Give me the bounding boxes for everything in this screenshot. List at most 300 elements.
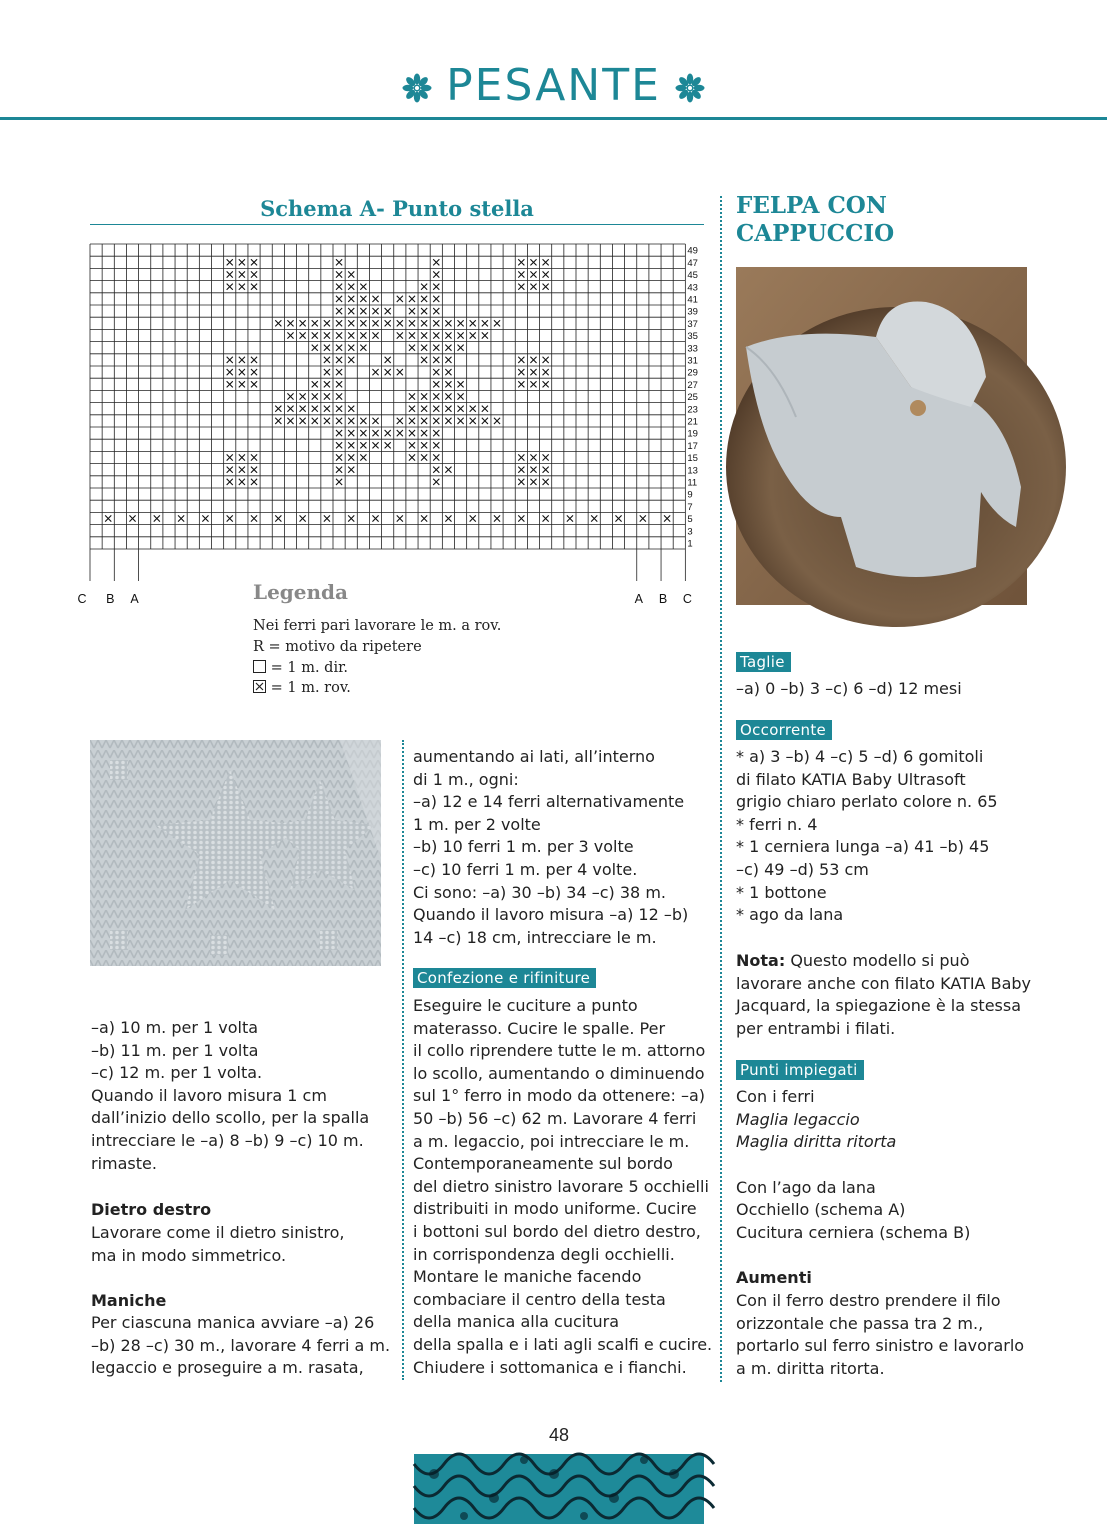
purl-mark [251,381,257,387]
purl-mark [336,454,342,460]
purl-mark [421,393,427,399]
purl-mark [312,393,318,399]
purl-mark [239,357,245,363]
purl-mark [360,442,366,448]
purl-mark [287,332,293,338]
purl-mark [312,381,318,387]
purl-mark [615,515,621,521]
purl-mark [445,332,451,338]
purl-mark [360,430,366,436]
purl-mark [433,271,439,277]
purl-mark [372,369,378,375]
purl-mark [287,406,293,412]
project-title: FELPA CON CAPPUCCIO [736,192,895,247]
purl-mark [543,357,549,363]
purl-mark [202,515,208,521]
purl-mark [251,479,257,485]
legend-purl-label: = 1 m. rov. [270,680,351,697]
purl-mark [433,381,439,387]
purl-mark [348,320,354,326]
purl-mark [312,406,318,412]
purl-mark [494,515,500,521]
purl-mark [348,345,354,351]
purl-mark [445,381,451,387]
ferri-item-2: Maglia diritta ritorta [736,1132,897,1151]
tag-punti-label: Punti impiegati [736,1060,864,1080]
purl-mark [178,515,184,521]
purl-mark [312,418,318,424]
purl-mark [324,320,330,326]
purl-mark [300,393,306,399]
purl-mark [227,515,233,521]
schema-title: Schema A- Punto stella [260,196,534,221]
purl-mark [336,320,342,326]
knitting-chart [77,238,720,606]
purl-mark [360,308,366,314]
purl-mark [348,454,354,460]
purl-mark [397,296,403,302]
legend-knit-label: = 1 m. dir. [270,659,349,676]
purl-mark [458,345,464,351]
nota-text: Questo modello si può lavorare anche con filato KATIA Baby Jacquard, la spiegazione è la stessa per entrambi i filati. [736,951,1031,1038]
purl-mark [433,369,439,375]
purl-mark [385,357,391,363]
purl-mark [239,467,245,473]
left-col-para1: –a) 10 m. per 1 volta –b) 11 m. per 1 volta –c) 12 m. per 1 volta. Quando il lavoro misura 1 cm dall’inizio dello scollo, per la spalla intrecciare le –a) 8 –b) 9 –c) 10 m. rimaste. [91,1018,370,1173]
purl-mark [348,430,354,436]
purl-mark [543,259,549,265]
row-label: 25 [687,392,698,404]
purl-mark [518,271,524,277]
purl-mark [324,418,330,424]
column-divider [720,196,722,1382]
legend-line-knit [253,658,501,679]
purl-mark [324,357,330,363]
purl-mark [336,357,342,363]
purl-mark [372,332,378,338]
purl-mark [494,418,500,424]
heading-con-i-ferri: Con i ferri [736,1087,815,1106]
purl-mark [336,418,342,424]
purl-mark [227,369,233,375]
purl-mark [336,393,342,399]
purl-mark [664,515,670,521]
tag-taglie [736,652,791,672]
row-label: 39 [687,306,698,318]
purl-mark [397,320,403,326]
purl-mark [470,406,476,412]
purl-mark [385,308,391,314]
purl-mark [518,515,524,521]
footer-knit-texture [414,1454,704,1524]
legend-line-purl [253,678,501,699]
purl-mark [433,467,439,473]
purl-mark [421,430,427,436]
purl-mark [543,369,549,375]
row-label: 23 [687,404,698,416]
tag-occorrente-label: Occorrente [736,720,832,740]
purl-mark [445,406,451,412]
purl-mark [360,454,366,460]
purl-mark [494,320,500,326]
purl-mark [445,357,451,363]
purl-mark [227,357,233,363]
purl-mark [421,454,427,460]
purl-mark [227,467,233,473]
purl-mark [409,308,415,314]
tag-occorrente [736,720,832,740]
purl-mark [348,308,354,314]
purl-mark [336,284,342,290]
star-stitch-photo [90,740,381,966]
purl-mark [543,454,549,460]
purl-mark [530,259,536,265]
purl-mark [360,284,366,290]
purl-mark [336,479,342,485]
purl-mark [312,345,318,351]
row-label: 13 [687,465,698,477]
purl-mark [543,467,549,473]
marker-label: B [106,592,115,606]
purl-mark [530,454,536,460]
page-number: 48 [548,1425,570,1445]
purl-mark [239,259,245,265]
heading-maniche: Maniche [91,1291,167,1310]
purl-mark [543,515,549,521]
purl-mark [251,515,257,521]
row-label: 17 [687,440,698,452]
purl-mark [336,430,342,436]
purl-mark [372,308,378,314]
marker-label: B [658,592,668,606]
purl-mark [348,442,354,448]
purl-mark [445,515,451,521]
row-label: 11 [687,477,698,489]
purl-mark [518,467,524,473]
column-divider [402,740,404,1380]
nota-label: Nota: [736,951,786,970]
purl-mark [458,320,464,326]
purl-mark [397,430,403,436]
purl-mark [433,393,439,399]
ago-list: Occhiello (schema A) Cucitura cerniera (schema B) [736,1200,971,1242]
row-label: 47 [687,257,698,269]
marker-label: A [130,592,139,606]
purl-mark [312,332,318,338]
row-label: 7 [687,501,693,513]
row-label: 19 [687,428,698,440]
purl-mark [385,442,391,448]
purl-mark [421,332,427,338]
purl-mark [433,442,439,448]
purl-mark [543,271,549,277]
purl-mark [372,430,378,436]
purl-mark [397,332,403,338]
legend-title: Legenda [253,580,348,604]
purl-mark [239,381,245,387]
marker-label: C [682,592,692,606]
purl-mark [445,345,451,351]
purl-mark [336,406,342,412]
purl-mark [530,369,536,375]
ferri-item-1: Maglia legaccio [736,1110,860,1129]
purl-mark [421,406,427,412]
purl-mark [227,284,233,290]
row-label: 3 [687,526,693,538]
purl-mark [239,284,245,290]
purl-mark [409,345,415,351]
crossed-square-icon [253,680,266,693]
purl-mark [470,320,476,326]
purl-mark [324,515,330,521]
purl-mark [445,418,451,424]
purl-mark [336,442,342,448]
purl-mark [518,479,524,485]
purl-mark [567,515,573,521]
purl-mark [397,515,403,521]
purl-mark [239,479,245,485]
purl-mark [360,418,366,424]
purl-mark [105,515,111,521]
purl-mark [409,320,415,326]
purl-mark [458,418,464,424]
purl-mark [348,515,354,521]
purl-mark [530,467,536,473]
purl-mark [348,467,354,473]
purl-mark [348,284,354,290]
purl-mark [227,381,233,387]
occorrente-list: * a) 3 –b) 4 –c) 5 –d) 6 gomitoli di filato KATIA Baby Ultrasoft grigio chiaro perlato colore n. 65 * ferri n. 4 * 1 cerniera lunga –a) 41 –b) 45 –c) 49 –d) 53 cm * 1 bottone * ago da lana [736,747,998,925]
purl-mark [336,381,342,387]
row-label: 37 [687,318,698,330]
purl-mark [251,454,257,460]
purl-mark [360,296,366,302]
marker-label: A [634,592,643,606]
purl-mark [421,442,427,448]
purl-mark [275,515,281,521]
purl-mark [251,271,257,277]
purl-mark [287,393,293,399]
purl-mark [433,308,439,314]
purl-mark [433,454,439,460]
purl-mark [372,296,378,302]
legend-line-repeat: R = motivo da ripetere [253,638,422,655]
row-label: 27 [687,379,698,391]
row-label: 33 [687,343,698,355]
mid-col-para2: Eseguire le cuciture a punto materasso. Cucire le spalle. Per il collo riprendere tutte le m. attorno lo scollo, aumentando o diminuendo sul 1° ferro in modo da ottenere: –a) 50 –b) 56 –c) 62 m. Lavorare 4 ferri a m. legaccio, poi intrecciare le m. Contemporaneamente sul bordo del dietro sinistro lavorare 5 occhielli distribuiti in modo uniforme. Cucire i bottoni sul bordo del dietro destro, in corrispondenza degli occhielli. Montare le maniche facendo combaciare il centro della testa della manica alla cucitura della spalla e i lati agli scalfi e cucire. Chiudere i sottomanica e i fianchi. [413,996,713,1377]
legend [253,616,501,699]
purl-mark [409,430,415,436]
purl-mark [543,284,549,290]
dietro-destro-text: Lavorare come il dietro sinistro, ma in modo simmetrico. [91,1223,345,1265]
row-label: 1 [687,538,693,550]
purl-mark [129,515,135,521]
tag-punti [736,1060,864,1080]
purl-mark [324,369,330,375]
purl-mark [300,515,306,521]
purl-mark [336,308,342,314]
row-label: 9 [687,489,693,501]
schema-title-rule [90,224,704,225]
purl-mark [409,332,415,338]
purl-mark [324,381,330,387]
row-label: 29 [687,367,698,379]
purl-mark [324,406,330,412]
purl-mark [433,357,439,363]
purl-mark [348,332,354,338]
purl-mark [433,332,439,338]
purl-mark [421,357,427,363]
purl-mark [470,515,476,521]
purl-mark [227,271,233,277]
purl-mark [336,345,342,351]
purl-mark [458,332,464,338]
purl-mark [518,284,524,290]
purl-mark [421,418,427,424]
purl-mark [458,393,464,399]
heading-dietro-destro: Dietro destro [91,1200,212,1219]
purl-mark [482,406,488,412]
purl-mark [640,515,646,521]
maniche-text: Per ciascuna manica avviare –a) 26 –b) 28 –c) 30 m., lavorare 4 ferri a m. legaccio e proseguire a m. rasata, [91,1313,391,1378]
purl-mark [445,393,451,399]
purl-mark [518,381,524,387]
purl-mark [336,271,342,277]
row-label: 43 [687,282,698,294]
purl-mark [530,381,536,387]
purl-mark [433,406,439,412]
row-label: 49 [687,245,698,257]
purl-mark [372,320,378,326]
purl-mark [445,467,451,473]
purl-mark [482,320,488,326]
purl-mark [348,357,354,363]
aumenti-text: Con il ferro destro prendere il filo orizzontale che passa tra 2 m., portarlo sul ferro sinistro e lavorarlo a m. diritta ritorta. [736,1291,1025,1378]
hoodie-photo [736,267,1027,605]
purl-mark [287,418,293,424]
purl-mark [372,442,378,448]
purl-mark [239,454,245,460]
purl-mark [385,430,391,436]
purl-mark [239,271,245,277]
purl-mark [251,284,257,290]
purl-mark [251,357,257,363]
tag-taglie-label: Taglie [736,652,791,672]
flower-icon [675,63,705,114]
purl-mark [312,320,318,326]
purl-mark [433,284,439,290]
heading-ago-da-lana: Con l’ago da lana [736,1178,876,1197]
purl-mark [324,332,330,338]
row-label: 5 [687,514,693,526]
purl-mark [300,406,306,412]
mid-col-para1: aumentando ai lati, all’interno di 1 m., ogni: –a) 12 e 14 ferri alternativamente 1 m. per 2 volte –b) 10 ferri 1 m. per 3 volte –c) 10 ferri 1 m. per 4 volte. Ci sono: –a) 30 –b) 34 –c) 38 m. Quando il lavoro misura –a) 12 –b) 14 –c) 18 cm, intrecciare le m. [413,747,689,947]
purl-mark [518,454,524,460]
page-header [0,60,1107,114]
purl-mark [397,369,403,375]
purl-mark [433,345,439,351]
purl-mark [530,271,536,277]
purl-mark [409,406,415,412]
purl-mark [591,515,597,521]
purl-mark [482,418,488,424]
purl-mark [251,259,257,265]
purl-mark [470,418,476,424]
purl-mark [336,369,342,375]
purl-mark [409,442,415,448]
purl-mark [336,259,342,265]
row-label: 35 [687,331,698,343]
purl-mark [275,406,281,412]
purl-mark [445,369,451,375]
purl-mark [348,271,354,277]
purl-mark [518,259,524,265]
purl-mark [227,259,233,265]
taglie-text: –a) 0 –b) 3 –c) 6 –d) 12 mesi [736,679,962,698]
purl-mark [409,454,415,460]
purl-mark [275,320,281,326]
purl-mark [239,369,245,375]
tag-confezione-label: Confezione e rifiniture [413,968,596,988]
purl-mark [300,332,306,338]
page-title: PESANTE [446,60,661,111]
purl-mark [275,418,281,424]
row-label: 15 [687,453,698,465]
purl-mark [518,369,524,375]
purl-mark [433,320,439,326]
purl-mark [482,332,488,338]
purl-mark [458,381,464,387]
purl-mark [360,345,366,351]
purl-mark [348,418,354,424]
purl-mark [372,515,378,521]
purl-mark [409,393,415,399]
purl-mark [543,479,549,485]
purl-mark [227,454,233,460]
row-label: 21 [687,416,698,428]
purl-mark [433,296,439,302]
chart-grid [90,244,685,549]
purl-mark [433,430,439,436]
purl-mark [360,320,366,326]
legend-line-even-rows: Nei ferri pari lavorare le m. a rov. [253,618,502,634]
purl-mark [385,320,391,326]
purl-mark [518,357,524,363]
row-label: 45 [687,270,698,282]
purl-mark [530,479,536,485]
header-rule [0,117,1107,120]
purl-mark [433,418,439,424]
row-label: 41 [687,294,698,306]
purl-mark [543,381,549,387]
heading-aumenti: Aumenti [736,1268,812,1287]
purl-mark [348,406,354,412]
purl-mark [421,515,427,521]
purl-mark [336,332,342,338]
purl-mark [397,418,403,424]
purl-mark [530,284,536,290]
marker-label: C [77,592,87,606]
purl-mark [300,320,306,326]
purl-mark [336,467,342,473]
purl-mark [324,345,330,351]
nota-block [736,950,1076,1040]
empty-square-icon [253,660,266,673]
purl-mark [287,320,293,326]
purl-mark [251,369,257,375]
purl-mark [409,296,415,302]
purl-mark [324,393,330,399]
